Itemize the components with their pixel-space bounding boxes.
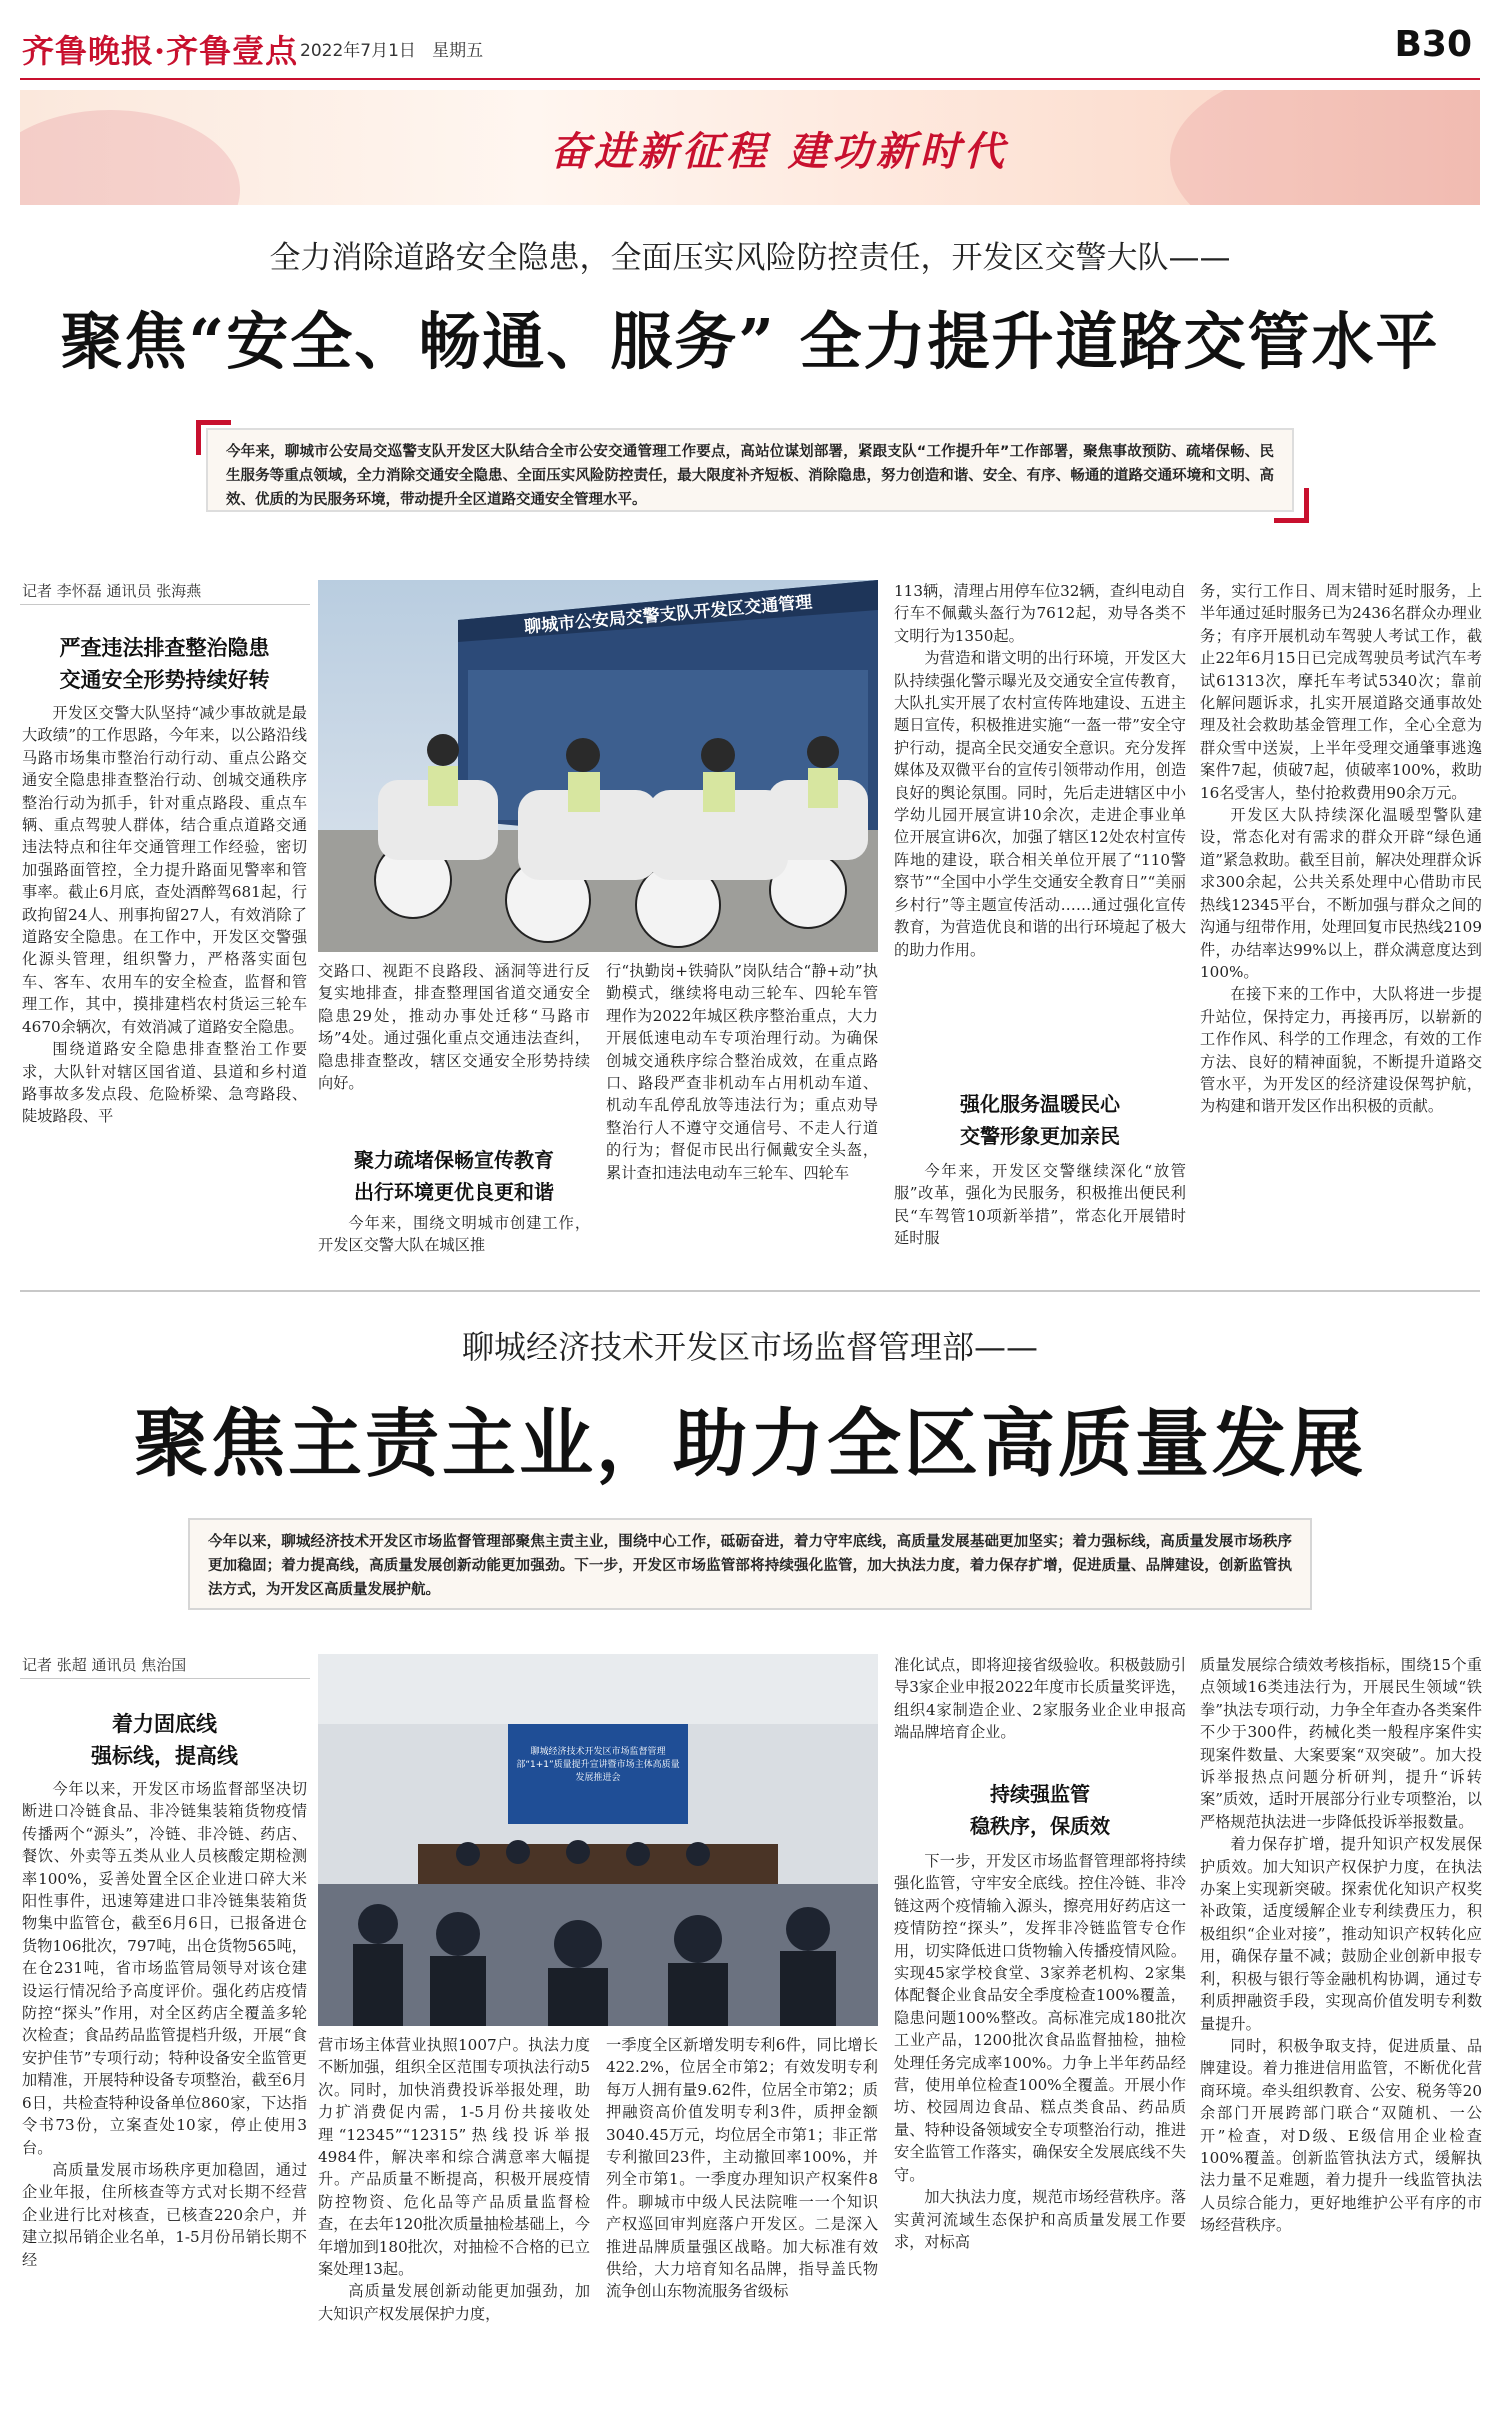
paragraph: 着力保存扩增，提升知识产权发展保护质效。加大知识产权保护力度，在执法办案上实现新突破。探索优化知识产权奖补政策，适度缓解企业专利续费压力，积极组织“企业对接”，推动知识产权转化应用，确保存量不减；鼓励企业创新申报专利，积极与银行等金融机构协调，通过专利质押融资手段，实现高价值发明专利数量提升。 (1200, 1835, 1482, 2033)
article1-byline: 记者 李怀磊 通讯员 张海燕 (22, 582, 202, 600)
paragraph: 113辆，清理占用停车位32辆，查纠电动自行车不佩戴头盔行为7612起，劝导各类不文明行为1350起。 (894, 582, 1186, 645)
issue-date: 2022年7月1日 (300, 41, 416, 61)
police-motorcycles-photo (318, 580, 878, 952)
paragraph: 交路口、视距不良路段、涵洞等进行反复实地排查，排查整理国省道交通安全隐患29处，推动办事处迁移“马路市场”4处。通过强化重点交通违法查纠，隐患排查整改，辖区交通安全形势持续向好。 (318, 962, 590, 1093)
article2-col5 (1200, 1654, 1482, 2396)
article2-col4 (894, 1654, 1186, 2370)
paragraph: 加大执法力度，规范市场经营秩序。落实黄河流域生态保护和高质量发展工作要求，对标高 (894, 2188, 1186, 2251)
article1-subhead-2: 聚力疏堵保畅宣传教育 出行环境更优良更和谐 (354, 1148, 554, 1204)
paragraph: 在接下来的工作中，大队将进一步提升站位，保持定力，再接再厉，以崭新的工作作风、科学的工作理念，有效的工作方法、良好的精神面貌，不断提升道路交管水平，为开发区的经济建设保驾护航，为构建和谐开发区作出积极的贡献。 (1200, 985, 1482, 1116)
article1-col5-text (1200, 580, 1482, 1262)
slogan-banner (20, 90, 1480, 205)
banner-slogan: 奋进新征程 建功新时代 (550, 128, 1008, 175)
article1-col2 (318, 960, 590, 1262)
meeting-room-photo (318, 1654, 878, 2026)
section-divider (20, 1290, 1480, 1292)
paragraph: 营市场主体营业执照1007户。执法力度不断加强，组织全区范围专项执法行动5次。同时，加快消费投诉举报处理，助力扩消费促内需，1-5月份共接收处理“12345”“12315”热线投诉举报4984件，解决率和综合满意率大幅提升。产品质量不断提高，积极开展疫情防控物资、危化品等产品质量监督检查，在去年120批次质量抽检基础上，今年增加到180批次，对抽检不合格的已立案处理13起。 (318, 2036, 590, 2279)
masthead-date (300, 36, 483, 61)
article2-subhead-2: 持续强监管 稳秩序，保质效 (970, 1782, 1110, 1838)
banner-decoration (20, 110, 240, 205)
paragraph: 今年以来，开发区市场监督部坚决切断进口冷链食品、非冷链集装箱货物疫情传播两个“源头”，冷链、非冷链、药店、餐饮、外卖等五类从业人员核酸定期检测率100%，妥善处置全区企业进口碎大米阳性事件，迅速筹建进口非冷链集装箱货物集中监管仓，截至6月6日，已报备进仓货物106批次，797吨，出仓货物565吨，在仓231吨，省市场监管局领导对该仓建设运行情况给予高度评价。强化药店疫情防控“探头”作用，对全区药店全覆盖多轮次检查；食品药品监管提档升级，开展“食安护佳节”专项行动；特种设备安全监管更加精准，开展特种设备专项整治，截至6月6日，共检查特种设备单位860家，下达指令书73份，立案查处10家，停止使用3台。 (22, 1780, 307, 2157)
paragraph: 今年来，围绕文明城市创建工作，开发区交警大队在城区推 (318, 1214, 590, 1255)
paragraph: 下一步，开发区市场监督管理部将持续强化监管，守牢安全底线。控住冷链、非冷链这两个疫情输入源头，擦亮用好药店这一疫情防控“探头”，发挥非冷链监管专仓作用，切实降低进口货物输入传播疫情风险。实现45家学校食堂、3家养老机构、2家集体配餐企业食品安全季度检查100%覆盖，隐患问题100%整改。高标准完成180批次工业产品，1200批次食品监督抽检，抽检处理任务完成率100%。力争上半年药品经营，使用单位检查100%全覆盖。开展小作坊、校园周边食品、糕点类食品、药品质量、特种设备领域安全专项整治行动，推进安全监管工作落实，确保安全发展底线不失守。 (894, 1852, 1186, 2184)
article1-col3-text (606, 960, 878, 1260)
masthead-rule (20, 78, 1480, 80)
article1-lead: 今年来，聊城市公安局交巡警支队开发区大队结合全市公安交通管理工作要点，高站位谋划部署，紧跟支队“工作提升年”工作部署，聚焦事故预防、疏堵保畅、民生服务等重点领域，全力消除交通安全隐患、全面压实风险防控责任，最大限度补齐短板、消除隐患，努力创造和谐、安全、有序、畅通的道路交通环境和文明、高效、优质的为民服务环境，带动提升全区道路交通安全管理水平。 (206, 428, 1294, 512)
article1-col1-text (22, 702, 307, 1332)
article2-kicker: 聊城经济技术开发区市场监督管理部—— (461, 1328, 1038, 1366)
article1-subhead-1: 严查违法排查整治隐患 交通安全形势持续好转 (59, 635, 270, 692)
paragraph: 开发区交警大队坚持“减少事故就是最大政绩”的工作思路，今年来，以公路沿线马路市场集市整治行动行动、重点公路交通安全隐患排查整治行动、创城交通秩序整治行动为抓手，针对重点路段、重点车辆、重点驾驶人群体，结合重点道路交通违法特点和往年交通管理工作经验，密切加强路面管控，全力提升路面见警率和管事率。截止6月底，查处酒醉驾681起，行政拘留24人、刑事拘留27人，有效消除了道路安全隐患。在工作中，开发区交警强化源头管理，组织警力，严格落实面包车、客车、农用车的安全检查，监督和管理工作，其中，摸排建档农村货运三轮车4670余辆次，有效消减了道路安全隐患。 (22, 704, 307, 1036)
article1-photo (318, 580, 878, 952)
paragraph: 一季度全区新增发明专利6件，同比增长422.2%，位居全市第2；有效发明专利每万人拥有量9.62件，位居全市第2；质押融资高价值发明专利3件，质押金额3040.45万元，均位居全市第1；非正常专利撤回23件，主动撤回率100%，并列全市第1。一季度办理知识产权案件8件。聊城市中级人民法院唯一一个知识产权巡回审判庭落户开发区。二是深入推进品牌质量强区战略。加大标准有效供给，大力培育知名品牌，指导盖氏物流争创山东物流服务省级标 (606, 2036, 878, 2301)
article2-col5-text (1200, 1654, 1482, 2396)
paragraph: 高质量发展市场秩序更加稳固，通过企业年报，住所核查等方式对长期不经营企业进行比对核查，已核查220余户，并建立拟吊销企业名单，1-5月份吊销长期不经 (22, 2160, 307, 2269)
photo-building-sign: 聊城市公安局交警支队开发区交通管理 (523, 592, 814, 638)
article2-subhead-1: 着力固底线 强标线，提高线 (91, 1711, 238, 1768)
byline-rule (20, 1678, 310, 1679)
paragraph: 行“执勤岗+铁骑队”岗队结合“静+动”执勤模式，继续将电动三轮车、四轮车管理作为2022年城区秩序整治重点，大力开展低速电动车专项治理行动。为确保创城交通秩序综合整治成效，在重点路口、路段严查非机动车占用机动车道、机动车乱停乱放等违法行为；重点劝导整治行人不遵守交通信号、不走人行道的行为；督促市民出行佩戴安全头盔，累计查扣违法电动车三轮车、四轮车 (606, 962, 878, 1182)
paragraph: 准化试点，即将迎接省级验收。积极鼓励引导3家企业申报2022年度市长质量奖评选，组织4家制造企业、2家服务业企业申报高端品牌培育企业。 (894, 1656, 1186, 1742)
article2-col1-text (22, 1778, 307, 2398)
article2-byline: 记者 张超 通讯员 焦治国 (22, 1656, 187, 1674)
article2-col1 (22, 1708, 307, 2398)
article1-col4 (894, 580, 1186, 1260)
byline-rule (20, 604, 310, 605)
article1-col1 (22, 632, 307, 1332)
article2-headline: 聚焦主责主业，助力全区高质量发展 (134, 1401, 1366, 1487)
masthead-logo: 齐鲁晚报·齐鲁壹点 (22, 32, 299, 70)
photo-screen-text: 聊城经济技术开发区市场监督管理部“1+1”质量提升宣讲暨市场主体高质量发展推进会 (516, 1747, 680, 1783)
article2-col4b-text (894, 1850, 1186, 2370)
page-number: B30 (1394, 24, 1472, 65)
article1-col2-text (318, 960, 590, 1140)
paragraph: 围绕道路安全隐患排查整治工作要求，大队针对辖区国省道、县道和乡村道路事故多发点段、危险桥梁、急弯路段、陡坡路段、平 (22, 1040, 307, 1126)
paragraph: 高质量发展创新动能更加强劲，加大知识产权发展保护力度， (318, 2282, 590, 2323)
article1-col2b-text (318, 1212, 590, 1262)
article2-col4-text (894, 1654, 1186, 1770)
article2-photo (318, 1654, 878, 2026)
article2-lead: 今年以来，聊城经济技术开发区市场监督管理部聚焦主责主业，围绕中心工作，砥砺奋进，着力守牢底线，高质量发展基础更加坚实；着力强标线，高质量发展市场秩序更加稳固；着力提高线，高质量发展创新动能更加强劲。下一步，开发区市场监管部将持续强化监管，加大执法力度，着力保存扩增，促进质量、品牌建设，创新监管执法方式，为开发区高质量发展护航。 (188, 1518, 1312, 1610)
article1-subhead-3: 强化服务温暖民心 交警形象更加亲民 (960, 1092, 1120, 1148)
issue-weekday: 星期五 (432, 41, 484, 61)
article2-col3-text (606, 2034, 878, 2396)
paragraph: 为营造和谐文明的出行环境，开发区大队持续强化警示曝光及交通安全宣传教育，大队扎实开展了农村宣传阵地建设、五进主题日宣传，积极推进实施“一盔一带”安全守护行动，提高全民交通安全意识。充分发挥媒体及双微平台的宣传引领带动作用，创造良好的舆论氛围。同时，先后走进辖区中小学幼儿园开展宣讲10余次，走进企事业单位开展宣讲6次，加强了辖区12处农村宣传阵地的建设，联合相关单位开展了“110警察节”“全国中小学生交通安全教育日”“美丽乡村行”等主题宣传活动……通过强化宣传教育，为营造优良和谐的出行环境起了极大的助力作用。 (894, 649, 1186, 959)
paragraph: 同时，积极争取支持，促进质量、品牌建设。着力推进信用监管，不断优化营商环境。牵头组织教育、公安、税务等20余部门开展跨部门联合“双随机、一公开”检查，对D级、E级信用企业检查100%覆盖。创新监管执法方式，缓解执法力量不足难题，着力提升一线监管执法人员综合能力，更好地维护公平有序的市场经营秩序。 (1200, 2036, 1482, 2235)
paragraph: 今年来，开发区交警继续深化“放管服”改革，强化为民服务，积极推出便民利民“车驾管10项新举措”，常态化开展错时延时服 (894, 1162, 1186, 1248)
paragraph: 务，实行工作日、周末错时延时服务，上半年通过延时服务已为2436名群众办理业务；有序开展机动车驾驶人考试工作，截止22年6月15日已完成驾驶员考试汽车考试61313次，摩托车考试5340次；靠前化解问题诉求，扎实开展道路交通事故处理及社会救助基金管理工作，全心全意为群众雪中送炭，上半年受理交通肇事逃逸案件7起，侦破7起，侦破率100%，救助16名受害人，垫付抢救费用90余万元。 (1200, 582, 1482, 802)
paragraph: 质量发展综合绩效考核指标，围绕15个重点领域16类违法行为，开展民生领域“铁拳”执法专项行动，力争全年查办各类案件不少于300件，药械化类一般程序案件实现案件数量、大案要案“双突破”。加大投诉举报热点问题分析研判，提升“诉转案”质效，适时开展部分行业专项整治，以严格规范执法进一步降低投诉举报数量。 (1200, 1656, 1482, 1831)
banner-decoration (1170, 90, 1480, 205)
article1-kicker: 全力消除道路安全隐患，全面压实风险防控责任，开发区交警大队—— (269, 240, 1231, 276)
article1-col5 (1200, 580, 1482, 1262)
paragraph: 开发区大队持续深化温暖型警队建设，常态化对有需求的群众开辟“绿色通道”紧急救助。截至目前，解决处理群众诉求300余起，公共关系处理中心借助市民热线12345平台，不断加强与群众之间的沟通与纽带作用，处理回复市民热线2109件，办结率达99%以上，群众满意度达到100%。 (1200, 806, 1482, 981)
article1-col3 (606, 960, 878, 1260)
article1-headline: 聚焦“安全、畅通、服务” 全力提升道路交管水平 (60, 305, 1440, 378)
article2-col3 (606, 2034, 878, 2396)
article2-col2-text (318, 2034, 590, 2396)
article1-col4-text (894, 580, 1186, 1080)
article1-col4b-text (894, 1160, 1186, 1260)
article2-col2 (318, 2034, 590, 2396)
